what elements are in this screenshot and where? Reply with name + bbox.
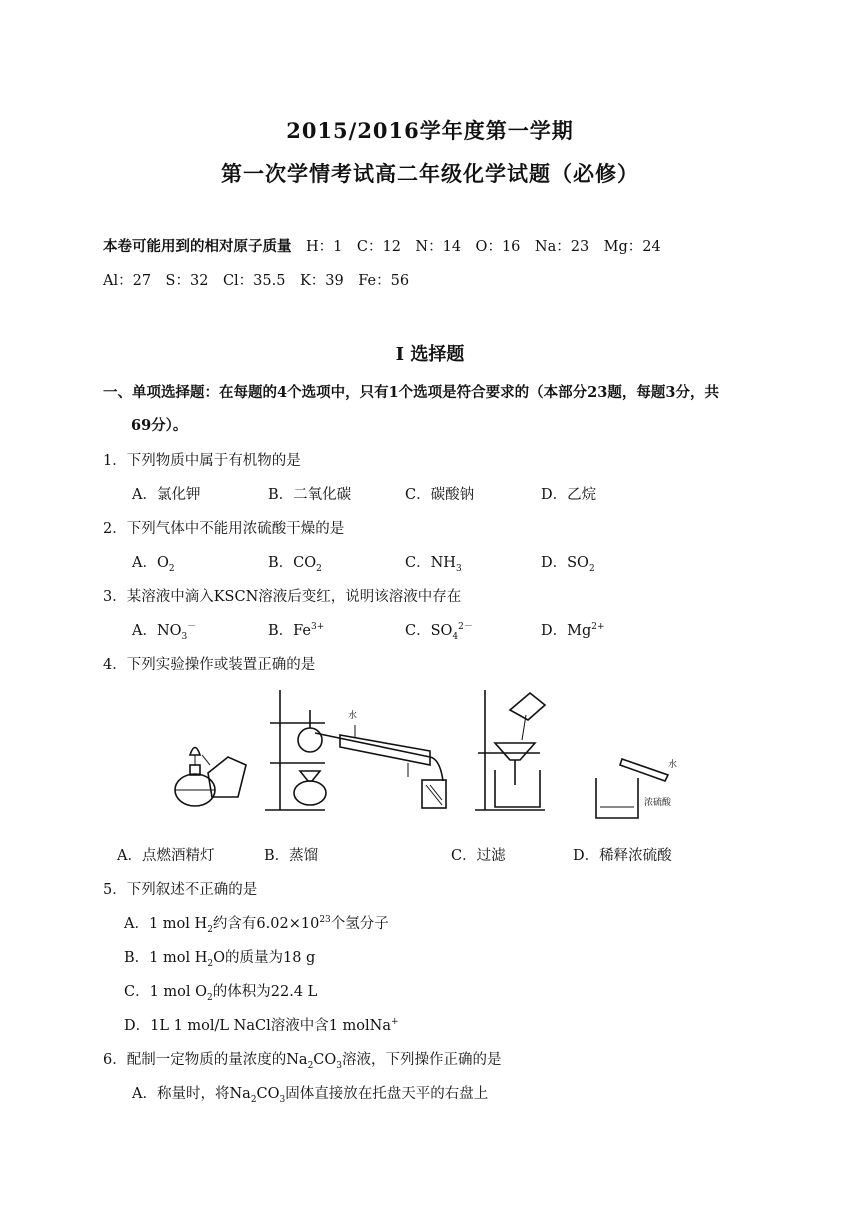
figure-b-water-label: 水 [348,711,358,721]
q5-option-c: C．1 mol $O_2$的体积为22.4 L [124,984,318,1003]
q2-stem: 2．下列气体中不能用浓硫酸干燥的是 [103,521,345,537]
q4-option-d: D．稀释浓硫酸 [573,848,672,864]
q6-option-a: A．称量时，将$Na_2CO_3$固体直接放在托盘天平的右盘上 [132,1086,489,1105]
q4-option-b: B．蒸馏 [264,848,319,864]
q1-option-b: B．二氧化碳 [268,487,352,503]
q2-option-c: C．$NH_3$ [405,555,462,574]
q1-option-a: A．氯化钾 [132,487,201,503]
figure-b-distillation [265,690,446,810]
figure-c-filtration [475,690,545,810]
q3-option-a: A．$NO_3^-$ [132,622,197,642]
figure-d-water-label: 水 [668,760,678,770]
q1-option-d: D．乙烷 [541,487,597,503]
q3-stem: 3．某溶液中滴入KSCN溶液后变红，说明该溶液中存在 [103,589,462,605]
q4-apparatus-figure [150,685,710,835]
q5-option-d: D．1L 1 mol/L NaCl溶液中含1 molNa+ [124,1017,399,1034]
section-title: I 选择题 [395,344,465,365]
atomic-mass-values-1: H：1 C：12 N：14 O：16 Na：23 Mg：24 [306,239,661,255]
exam-title-line1: 2015/2016学年度第一学期 [286,118,574,143]
section-instruction-2: 69分）。 [131,417,188,434]
q1-option-c: C．碳酸钠 [405,487,475,503]
atomic-mass-line2: Al：27 S：32 Cl：35.5 K：39 Fe：56 [103,273,410,289]
q4-stem: 4．下列实验操作或装置正确的是 [103,657,316,673]
q6-stem: 6．配制一定物质的量浓度的$Na_2CO_3$溶液，下列操作正确的是 [103,1052,502,1071]
q1-stem: 1．下列物质中属于有机物的是 [103,453,301,469]
section-instruction-1: 一、单项选择题：在每题的4个选项中，只有1个选项是符合要求的（本部分23题，每题3分，共 [103,384,719,401]
exam-title-line2: 第一次学情考试高二年级化学试题（必修） [221,161,639,186]
q5-option-a: A．1 mol $H_2$约含有$6.02\times 10^{23}$个氢分子 [124,915,389,935]
q3-option-d: D．$Mg^{2+}$ [541,622,605,639]
atomic-mass-label: 本卷可能用到的相对原子质量 [103,238,292,255]
q3-option-b: B．$Fe^{3+}$ [268,622,325,639]
q4-option-c: C．过滤 [451,848,506,864]
q2-option-b: B．$CO_2$ [268,555,322,574]
q3-option-c: C．$SO_4^{2-}$ [405,622,473,642]
q2-option-a: A．$O_2$ [132,555,175,574]
figure-d-acid-label: 浓硫酸 [644,798,672,808]
q4-option-a: A．点燃酒精灯 [117,848,215,864]
q2-option-d: D．$SO_2$ [541,555,595,574]
q5-option-b: B．1 mol $H_2O$的质量为18 g [124,950,316,969]
figure-d-dilution [596,758,677,818]
figure-a-lamp-lighting [175,748,246,807]
atomic-mass-line1 [103,235,661,256]
q5-stem: 5．下列叙述不正确的是 [103,882,258,898]
